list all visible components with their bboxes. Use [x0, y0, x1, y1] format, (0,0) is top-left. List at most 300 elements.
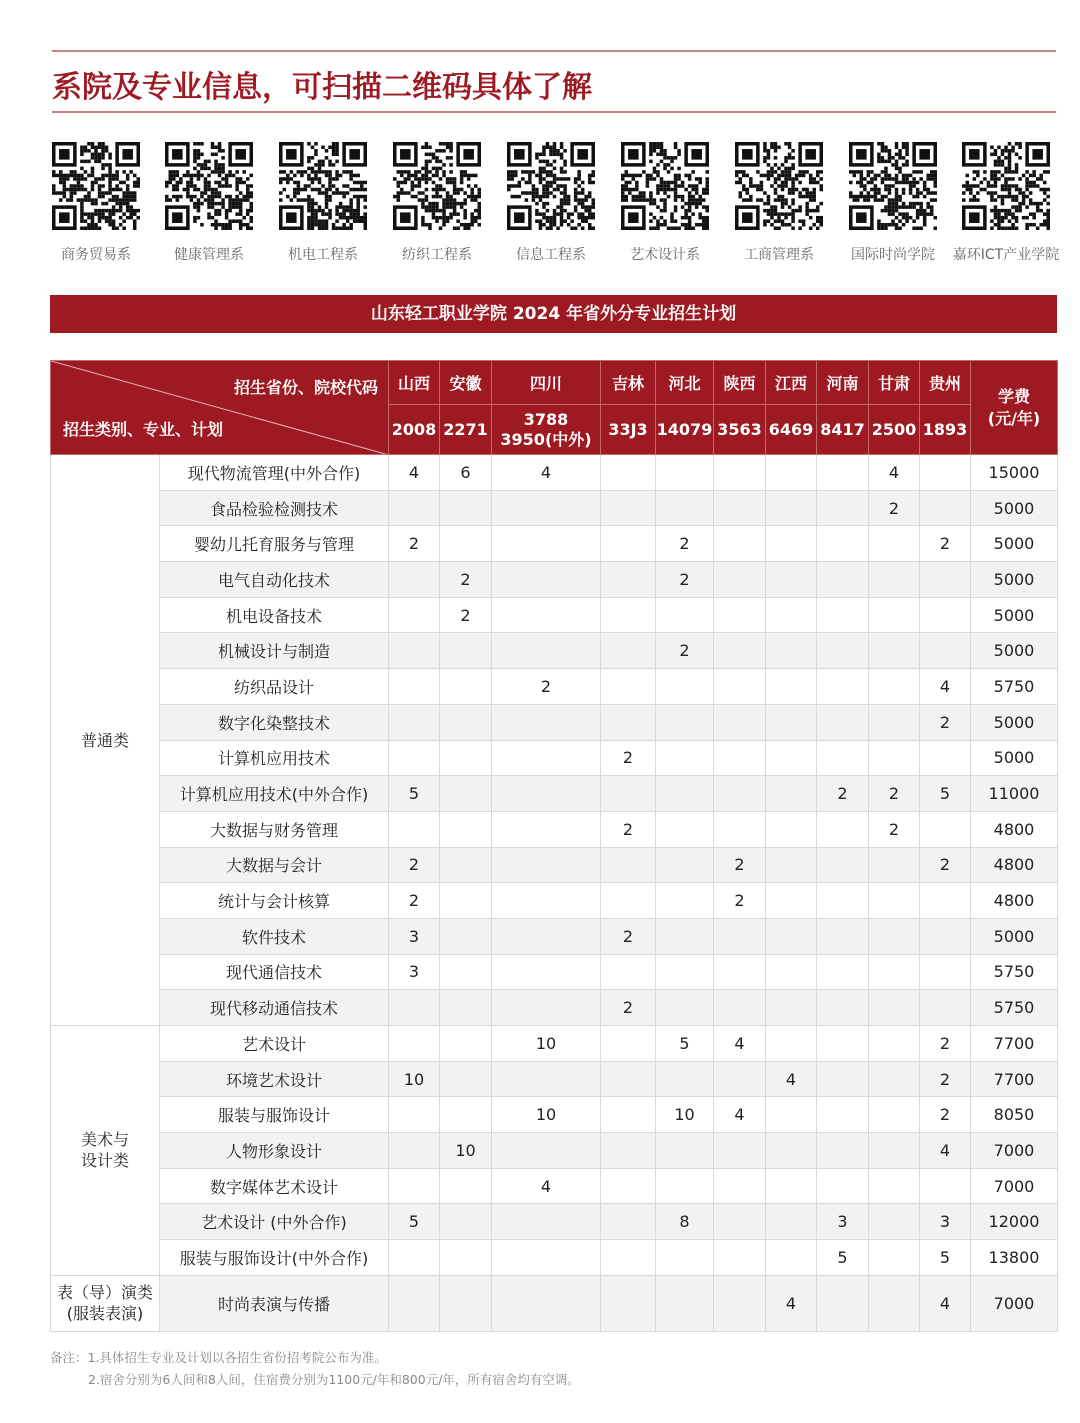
- quota-cell: [817, 811, 869, 847]
- school-code-header: 1893: [920, 405, 971, 455]
- enrollment-plan-table: [50, 360, 1058, 1332]
- quota-cell: 4: [492, 1168, 601, 1204]
- major-cell: 现代通信技术: [160, 954, 389, 990]
- province-header: 河北: [656, 361, 714, 405]
- major-cell: 艺术设计 (中外合作): [160, 1204, 389, 1240]
- quota-cell: [440, 847, 492, 883]
- quota-cell: [766, 847, 817, 883]
- quota-cell: [869, 740, 920, 776]
- quota-cell: [389, 490, 440, 526]
- quota-cell: [656, 704, 714, 740]
- category-cell: 表（导）演类 (服装表演): [51, 1275, 160, 1331]
- quota-cell: [656, 1061, 714, 1097]
- quota-cell: [817, 669, 869, 705]
- province-header: 山西: [389, 361, 440, 405]
- table-row: [51, 455, 1058, 491]
- province-header: 甘肃: [869, 361, 920, 405]
- quota-cell: 2: [869, 811, 920, 847]
- major-cell: 现代物流管理(中外合作): [160, 455, 389, 491]
- quota-cell: [492, 1275, 601, 1331]
- table-row: [51, 1168, 1058, 1204]
- quota-cell: 4: [766, 1275, 817, 1331]
- quota-cell: [817, 597, 869, 633]
- fee-cell: 12000: [971, 1204, 1058, 1240]
- quota-cell: [714, 562, 766, 598]
- fee-cell: 5000: [971, 490, 1058, 526]
- quota-cell: [817, 740, 869, 776]
- qr-code-icon: [735, 142, 823, 230]
- quota-cell: [920, 1168, 971, 1204]
- qr-code-icon: [165, 142, 253, 230]
- fee-cell: 7000: [971, 1168, 1058, 1204]
- major-cell: 环境艺术设计: [160, 1061, 389, 1097]
- quota-cell: [920, 597, 971, 633]
- qr-label: 健康管理系: [174, 247, 244, 263]
- major-cell: 人物形象设计: [160, 1133, 389, 1169]
- school-code-header: 33J3: [601, 405, 656, 455]
- province-header: 河南: [817, 361, 869, 405]
- major-cell: 数字媒体艺术设计: [160, 1168, 389, 1204]
- qr-label: 工商管理系: [744, 247, 814, 263]
- page-headline: 系院及专业信息，可扫描二维码具体了解: [52, 70, 592, 105]
- quota-cell: [920, 990, 971, 1026]
- major-cell: 服装与服饰设计: [160, 1097, 389, 1133]
- quota-cell: [766, 1133, 817, 1169]
- table-row: [51, 526, 1058, 562]
- quota-cell: [440, 954, 492, 990]
- table-row: [51, 990, 1058, 1026]
- quota-cell: 2: [492, 669, 601, 705]
- quota-cell: [656, 740, 714, 776]
- fee-cell: 4800: [971, 883, 1058, 919]
- quota-cell: [492, 490, 601, 526]
- quota-cell: [440, 1097, 492, 1133]
- qr-item: [496, 142, 606, 264]
- quota-cell: [440, 740, 492, 776]
- quota-cell: [766, 811, 817, 847]
- major-cell: 大数据与会计: [160, 847, 389, 883]
- quota-cell: 2: [656, 526, 714, 562]
- quota-cell: [492, 954, 601, 990]
- qr-label: 信息工程系: [516, 247, 586, 263]
- fee-cell: 11000: [971, 776, 1058, 812]
- quota-cell: [920, 490, 971, 526]
- quota-cell: [440, 1204, 492, 1240]
- quota-cell: 3: [389, 918, 440, 954]
- quota-cell: [714, 954, 766, 990]
- quota-cell: [440, 490, 492, 526]
- quota-cell: [869, 1275, 920, 1331]
- quota-cell: [389, 1168, 440, 1204]
- major-cell: 服装与服饰设计(中外合作): [160, 1240, 389, 1276]
- quota-cell: 2: [817, 776, 869, 812]
- quota-cell: [601, 1204, 656, 1240]
- quota-cell: [389, 597, 440, 633]
- fee-cell: 7700: [971, 1026, 1058, 1062]
- quota-cell: 2: [920, 1097, 971, 1133]
- quota-cell: [869, 1168, 920, 1204]
- school-code-header: 6469: [766, 405, 817, 455]
- major-cell: 食品检验检测技术: [160, 490, 389, 526]
- table-row: [51, 562, 1058, 598]
- quota-cell: [492, 562, 601, 598]
- quota-cell: [440, 633, 492, 669]
- quota-cell: 4: [389, 455, 440, 491]
- quota-cell: [869, 597, 920, 633]
- quota-cell: [817, 1168, 869, 1204]
- fee-cell: 5000: [971, 526, 1058, 562]
- school-code-header: 2500: [869, 405, 920, 455]
- note-2: 2.宿舍分别为6人间和8人间，住宿费分别为1100元/年和800元/年，所有宿舍均有空调。: [88, 1372, 580, 1387]
- table-row: [51, 1240, 1058, 1276]
- fee-cell: 5750: [971, 669, 1058, 705]
- major-cell: 电气自动化技术: [160, 562, 389, 598]
- notes: [50, 1347, 580, 1391]
- quota-cell: 10: [440, 1133, 492, 1169]
- quota-cell: [766, 455, 817, 491]
- quota-cell: [601, 1026, 656, 1062]
- quota-cell: [714, 1168, 766, 1204]
- quota-cell: [714, 1275, 766, 1331]
- fee-cell: 7700: [971, 1061, 1058, 1097]
- quota-cell: 4: [869, 455, 920, 491]
- diag-bottom-label: 招生类别、专业、计划: [63, 420, 224, 439]
- table-row: [51, 704, 1058, 740]
- quota-cell: 2: [656, 562, 714, 598]
- table-row: [51, 1026, 1058, 1062]
- qr-code-icon: [279, 142, 367, 230]
- quota-cell: 10: [389, 1061, 440, 1097]
- quota-cell: [492, 526, 601, 562]
- quota-cell: [869, 990, 920, 1026]
- quota-cell: [389, 633, 440, 669]
- quota-cell: [869, 883, 920, 919]
- quota-cell: 10: [492, 1097, 601, 1133]
- quota-cell: [869, 954, 920, 990]
- major-cell: 计算机应用技术: [160, 740, 389, 776]
- quota-cell: [492, 1204, 601, 1240]
- quota-cell: 4: [920, 1133, 971, 1169]
- qr-code-icon: [962, 142, 1050, 230]
- qr-code-icon: [849, 142, 937, 230]
- quota-cell: [601, 1133, 656, 1169]
- quota-cell: [440, 1275, 492, 1331]
- quota-cell: [817, 954, 869, 990]
- table-row: [51, 847, 1058, 883]
- qr-item: [382, 142, 492, 264]
- quota-cell: [440, 704, 492, 740]
- quota-cell: 2: [389, 883, 440, 919]
- quota-cell: 2: [920, 526, 971, 562]
- quota-cell: 8: [656, 1204, 714, 1240]
- diag-top-label: 招生省份、院校代码: [233, 378, 378, 397]
- quota-cell: [920, 883, 971, 919]
- table-title-banner: 山东轻工职业学院 2024 年省外分专业招生计划: [50, 295, 1057, 333]
- quota-cell: [766, 1168, 817, 1204]
- quota-cell: [656, 1240, 714, 1276]
- quota-cell: [492, 776, 601, 812]
- quota-cell: [817, 1275, 869, 1331]
- quota-cell: [492, 990, 601, 1026]
- table-row: [51, 669, 1058, 705]
- quota-cell: [766, 740, 817, 776]
- quota-cell: [389, 1275, 440, 1331]
- quota-cell: [601, 1275, 656, 1331]
- quota-cell: [440, 1240, 492, 1276]
- major-cell: 数字化染整技术: [160, 704, 389, 740]
- quota-cell: [389, 1026, 440, 1062]
- quota-cell: 5: [920, 1240, 971, 1276]
- quota-cell: 2: [601, 811, 656, 847]
- table-row: [51, 776, 1058, 812]
- quota-cell: [920, 633, 971, 669]
- quota-cell: [920, 918, 971, 954]
- quota-cell: 4: [714, 1026, 766, 1062]
- qr-label: 艺术设计系: [630, 247, 700, 263]
- quota-cell: 2: [869, 776, 920, 812]
- table-row: [51, 1204, 1058, 1240]
- quota-cell: [714, 597, 766, 633]
- fee-cell: 5750: [971, 954, 1058, 990]
- quota-cell: [440, 1061, 492, 1097]
- quota-cell: 2: [601, 918, 656, 954]
- quota-cell: [492, 1133, 601, 1169]
- table-row: [51, 1275, 1058, 1331]
- fee-cell: 5000: [971, 562, 1058, 598]
- quota-cell: [869, 1133, 920, 1169]
- quota-cell: [656, 918, 714, 954]
- quota-cell: [492, 811, 601, 847]
- qr-code-icon: [393, 142, 481, 230]
- fee-cell: 4800: [971, 811, 1058, 847]
- quota-cell: [440, 990, 492, 1026]
- quota-cell: [817, 1133, 869, 1169]
- fee-cell: 8050: [971, 1097, 1058, 1133]
- quota-cell: [920, 562, 971, 598]
- quota-cell: [601, 1061, 656, 1097]
- quota-cell: [920, 740, 971, 776]
- table-row: [51, 918, 1058, 954]
- quota-cell: [766, 883, 817, 919]
- quota-cell: [869, 1061, 920, 1097]
- table-row: [51, 597, 1058, 633]
- quota-cell: 5: [389, 1204, 440, 1240]
- quota-cell: [492, 918, 601, 954]
- quota-cell: [656, 883, 714, 919]
- quota-cell: [601, 633, 656, 669]
- table-row: [51, 1061, 1058, 1097]
- quota-cell: 2: [714, 883, 766, 919]
- major-cell: 计算机应用技术(中外合作): [160, 776, 389, 812]
- quota-cell: [656, 669, 714, 705]
- quota-cell: [389, 990, 440, 1026]
- table-row: [51, 1097, 1058, 1133]
- quota-cell: [656, 490, 714, 526]
- quota-cell: [656, 776, 714, 812]
- quota-cell: [389, 562, 440, 598]
- quota-cell: [817, 990, 869, 1026]
- fee-cell: 5000: [971, 633, 1058, 669]
- quota-cell: [714, 1240, 766, 1276]
- qr-item: [610, 142, 720, 264]
- quota-cell: [817, 1097, 869, 1133]
- quota-cell: [766, 990, 817, 1026]
- fee-cell: 5000: [971, 740, 1058, 776]
- quota-cell: [389, 669, 440, 705]
- major-cell: 机械设计与制造: [160, 633, 389, 669]
- quota-cell: [817, 526, 869, 562]
- qr-label: 国际时尚学院: [851, 247, 935, 263]
- quota-cell: [601, 1097, 656, 1133]
- quota-cell: [817, 847, 869, 883]
- table-row: [51, 811, 1058, 847]
- quota-cell: 2: [920, 847, 971, 883]
- school-code-header: 14079: [656, 405, 714, 455]
- quota-cell: [440, 811, 492, 847]
- quota-cell: 2: [440, 597, 492, 633]
- quota-cell: [714, 1133, 766, 1169]
- quota-cell: 10: [492, 1026, 601, 1062]
- quota-cell: [601, 597, 656, 633]
- fee-cell: 5000: [971, 597, 1058, 633]
- quota-cell: [440, 883, 492, 919]
- quota-cell: [389, 704, 440, 740]
- major-cell: 软件技术: [160, 918, 389, 954]
- school-code-header: 3563: [714, 405, 766, 455]
- qr-code-icon: [621, 142, 709, 230]
- quota-cell: [920, 811, 971, 847]
- quota-cell: 2: [920, 704, 971, 740]
- quota-cell: [869, 1240, 920, 1276]
- quota-cell: 4: [714, 1097, 766, 1133]
- quota-cell: [656, 954, 714, 990]
- qr-label: 商务贸易系: [61, 247, 131, 263]
- major-cell: 艺术设计: [160, 1026, 389, 1062]
- quota-cell: [869, 847, 920, 883]
- quota-cell: [817, 1061, 869, 1097]
- quota-cell: 4: [920, 669, 971, 705]
- quota-cell: 4: [920, 1275, 971, 1331]
- quota-cell: [656, 990, 714, 1026]
- quota-cell: [766, 776, 817, 812]
- quota-cell: [601, 562, 656, 598]
- quota-cell: 3: [817, 1204, 869, 1240]
- note-1: 备注：1.具体招生专业及计划以各招生省份招考院公布为准。: [50, 1350, 387, 1365]
- quota-cell: [492, 740, 601, 776]
- quota-cell: 2: [601, 990, 656, 1026]
- major-cell: 婴幼儿托育服务与管理: [160, 526, 389, 562]
- quota-cell: [714, 740, 766, 776]
- category-cell: 美术与 设计类: [51, 1026, 160, 1276]
- quota-cell: [492, 704, 601, 740]
- quota-cell: [656, 1275, 714, 1331]
- quota-cell: 3: [389, 954, 440, 990]
- quota-cell: [920, 455, 971, 491]
- quota-cell: [440, 1026, 492, 1062]
- quota-cell: [869, 704, 920, 740]
- quota-cell: [766, 562, 817, 598]
- quota-cell: [389, 1240, 440, 1276]
- quota-cell: [766, 633, 817, 669]
- quota-cell: [766, 1097, 817, 1133]
- quota-cell: 5: [920, 776, 971, 812]
- quota-cell: [714, 490, 766, 526]
- major-cell: 纺织品设计: [160, 669, 389, 705]
- quota-cell: [492, 597, 601, 633]
- quota-cell: [440, 526, 492, 562]
- quota-cell: [714, 811, 766, 847]
- quota-cell: [714, 704, 766, 740]
- quota-cell: [920, 954, 971, 990]
- quota-cell: [766, 918, 817, 954]
- quota-cell: [656, 811, 714, 847]
- quota-cell: [869, 1097, 920, 1133]
- major-cell: 时尚表演与传播: [160, 1275, 389, 1331]
- quota-cell: 6: [440, 455, 492, 491]
- quota-cell: [766, 490, 817, 526]
- diagonal-header-cell: [51, 361, 389, 455]
- school-code-header: 8417: [817, 405, 869, 455]
- quota-cell: [389, 740, 440, 776]
- quota-cell: [869, 918, 920, 954]
- quota-cell: [714, 776, 766, 812]
- province-header: 四川: [492, 361, 601, 405]
- quota-cell: 5: [389, 776, 440, 812]
- fee-header: 学费 (元/年): [971, 361, 1058, 455]
- quota-cell: [601, 490, 656, 526]
- quota-cell: [714, 918, 766, 954]
- quota-cell: [766, 1204, 817, 1240]
- quota-cell: [601, 526, 656, 562]
- quota-cell: [440, 1168, 492, 1204]
- province-header: 安徽: [440, 361, 492, 405]
- fee-cell: 5000: [971, 704, 1058, 740]
- headline-divider: [52, 111, 1056, 113]
- quota-cell: [817, 883, 869, 919]
- fee-cell: 5000: [971, 918, 1058, 954]
- quota-cell: [869, 633, 920, 669]
- major-cell: 统计与会计核算: [160, 883, 389, 919]
- quota-cell: 2: [656, 633, 714, 669]
- qr-label: 机电工程系: [288, 247, 358, 263]
- quota-cell: [817, 490, 869, 526]
- table-row: [51, 633, 1058, 669]
- quota-cell: [440, 918, 492, 954]
- quota-cell: [601, 954, 656, 990]
- province-header: 陕西: [714, 361, 766, 405]
- quota-cell: [817, 455, 869, 491]
- quota-cell: [601, 669, 656, 705]
- quota-cell: [601, 1168, 656, 1204]
- quota-cell: [714, 526, 766, 562]
- school-code-header: 3788 3950(中外): [492, 405, 601, 455]
- quota-cell: 2: [869, 490, 920, 526]
- quota-cell: [492, 847, 601, 883]
- quota-cell: 2: [714, 847, 766, 883]
- qr-item: [951, 142, 1061, 264]
- quota-cell: [492, 633, 601, 669]
- quota-cell: 2: [440, 562, 492, 598]
- quota-cell: [766, 526, 817, 562]
- fee-cell: 5750: [971, 990, 1058, 1026]
- quota-cell: [714, 1061, 766, 1097]
- qr-item: [724, 142, 834, 264]
- qr-label: 纺织工程系: [402, 247, 472, 263]
- quota-cell: [869, 562, 920, 598]
- top-divider: [52, 50, 1056, 52]
- quota-cell: [766, 669, 817, 705]
- quota-cell: 2: [389, 526, 440, 562]
